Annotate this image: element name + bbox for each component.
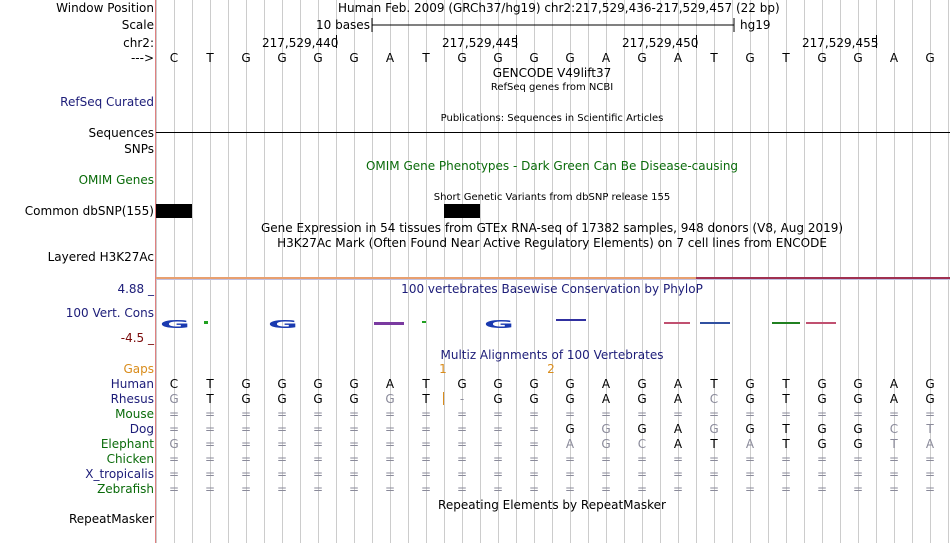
alignment-base: - [459, 392, 465, 406]
alignment-base: A [889, 377, 899, 391]
svg-text:G: G [484, 318, 514, 330]
alignment-base: = [384, 422, 396, 436]
alignment-base: = [240, 467, 252, 481]
alignment-base: = [168, 467, 180, 481]
alignment-base: G [241, 377, 251, 391]
alignment-base: C [169, 377, 179, 391]
base-letter: C [169, 51, 179, 65]
alignment-base: = [240, 437, 252, 451]
alignment-base: = [492, 437, 504, 451]
alignment-base: G [637, 422, 647, 436]
svg-text:G: G [160, 318, 190, 330]
alignment-base: G [493, 377, 503, 391]
alignment-base: = [312, 437, 324, 451]
tick-marks [0, 34, 950, 50]
alignment-base: = [276, 482, 288, 496]
base-letter: G [277, 51, 287, 65]
alignment-base: = [924, 407, 936, 421]
alignment-base: G [457, 377, 467, 391]
species-label-zebrafish[interactable]: Zebrafish [97, 482, 154, 496]
alignment-base: = [312, 482, 324, 496]
sequences-label[interactable]: Sequences [88, 126, 154, 140]
alignment-base: = [816, 407, 828, 421]
alignment-base: = [348, 422, 360, 436]
base-letter: G [241, 51, 251, 65]
h3k27ac-signal [156, 274, 950, 282]
alignment-base: G [169, 392, 179, 406]
alignment-base: G [565, 392, 575, 406]
alignment-base: G [853, 392, 863, 406]
alignment-base: G [601, 422, 611, 436]
species-label-human[interactable]: Human [110, 377, 154, 391]
window-position-value[interactable]: Human Feb. 2009 (GRCh37/hg19) chr2:217,529,436-217,529,457 (22 bp) [338, 1, 780, 15]
alignment-base: = [672, 452, 684, 466]
alignment-base: A [601, 377, 611, 391]
base-letter: G [745, 51, 755, 65]
alignment-base: = [276, 407, 288, 421]
alignment-base: T [206, 392, 214, 406]
alignment-base: = [564, 452, 576, 466]
alignment-base: = [600, 407, 612, 421]
alignment-base: G [817, 437, 827, 451]
alignment-base: = [276, 467, 288, 481]
scale-db: hg19 [740, 18, 771, 32]
alignment-base: = [384, 407, 396, 421]
alignment-base: T [422, 392, 430, 406]
alignment-base: = [456, 482, 468, 496]
alignment-base: = [168, 482, 180, 496]
base-letter: G [637, 51, 647, 65]
species-label-x_tropicalis[interactable]: X_tropicalis [85, 467, 154, 481]
alignment-base: = [852, 482, 864, 496]
alignment-base: = [672, 467, 684, 481]
alignment-base: = [420, 452, 432, 466]
alignment-base: = [924, 467, 936, 481]
alignment-base: = [888, 452, 900, 466]
alignment-base: = [240, 482, 252, 496]
alignment-base: = [240, 407, 252, 421]
alignment-base: = [420, 437, 432, 451]
alignment-base: = [924, 452, 936, 466]
alignment-base: T [206, 377, 214, 391]
alignment-base: G [385, 392, 395, 406]
alignment-base: T [782, 437, 790, 451]
alignment-base: C [709, 392, 719, 406]
svg-text:G: G [268, 318, 298, 330]
alignment-base: G [277, 392, 287, 406]
base-letter: T [782, 51, 790, 65]
alignment-base: G [925, 392, 935, 406]
base-letter: A [385, 51, 395, 65]
h3k27ac-title[interactable]: H3K27Ac Mark (Often Found Near Active Regulatory Elements) on 7 cell lines from ENCODE [277, 236, 827, 250]
alignment-base: C [889, 422, 899, 436]
alignment-base: = [492, 482, 504, 496]
base-letter: G [349, 51, 359, 65]
tick-label-4: 217,529,455 [802, 36, 879, 50]
alignment-base: G [313, 377, 323, 391]
alignment-base: = [348, 482, 360, 496]
alignment-base: A [601, 392, 611, 406]
species-label-mouse[interactable]: Mouse [115, 407, 154, 421]
alignment-base: = [240, 452, 252, 466]
alignment-base: A [673, 422, 683, 436]
alignment-base: = [852, 452, 864, 466]
alignment-base: T [782, 422, 790, 436]
alignment-base: = [168, 407, 180, 421]
snps-label[interactable]: SNPs [124, 142, 154, 156]
alignment-base: = [348, 452, 360, 466]
alignment-base: = [240, 422, 252, 436]
tick-label-3: 217,529,450 [622, 36, 699, 50]
alignment-base: = [312, 407, 324, 421]
alignment-base: G [169, 437, 179, 451]
alignment-base: = [816, 482, 828, 496]
alignment-base: G [529, 377, 539, 391]
base-letter: A [889, 51, 899, 65]
alignment-base: T [422, 377, 430, 391]
alignment-base: = [204, 482, 216, 496]
alignment-base: G [853, 437, 863, 451]
alignment-base: = [528, 482, 540, 496]
omim-title[interactable]: OMIM Gene Phenotypes - Dark Green Can Be Disease-causing [365, 159, 739, 173]
alignment-base: T [926, 422, 934, 436]
alignment-base: A [925, 437, 935, 451]
gap-insert-marker [443, 392, 444, 405]
alignment-base: G [709, 422, 719, 436]
alignment-base: = [888, 482, 900, 496]
alignment-base: = [852, 467, 864, 481]
alignment-base: G [925, 377, 935, 391]
alignment-base: = [636, 467, 648, 481]
publications-title[interactable]: Publications: Sequences in Scientific Articles [440, 113, 664, 124]
base-letter: T [206, 51, 214, 65]
alignment-base: G [853, 377, 863, 391]
alignment-base: = [276, 452, 288, 466]
alignment-base: = [384, 437, 396, 451]
alignment-base: T [710, 377, 718, 391]
alignment-base: = [708, 482, 720, 496]
alignment-base: = [780, 467, 792, 481]
alignment-base: = [348, 437, 360, 451]
alignment-base: = [528, 422, 540, 436]
alignment-base: = [456, 422, 468, 436]
alignment-base: = [672, 407, 684, 421]
alignment-base: = [204, 452, 216, 466]
alignment-base: = [600, 452, 612, 466]
alignment-base: = [420, 467, 432, 481]
alignment-base: = [528, 467, 540, 481]
alignment-base: = [492, 422, 504, 436]
alignment-base: = [204, 437, 216, 451]
tick-label-1: 217,529,440 [262, 36, 339, 50]
base-letter: G [565, 51, 575, 65]
alignment-base: = [456, 407, 468, 421]
alignment-base: A [673, 437, 683, 451]
alignment-base: = [312, 467, 324, 481]
alignment-base: G [637, 392, 647, 406]
alignment-base: = [708, 467, 720, 481]
base-letter: G [493, 51, 503, 65]
alignment-base: = [204, 422, 216, 436]
alignment-base: T [782, 392, 790, 406]
alignment-base: = [852, 407, 864, 421]
alignment-base: = [636, 482, 648, 496]
alignment-base: = [348, 407, 360, 421]
gap-mark-1: 1 [439, 362, 447, 376]
alignment-base: A [745, 437, 755, 451]
alignment-base: = [780, 452, 792, 466]
alignment-base: C [637, 437, 647, 451]
chrom-label: chr2: [123, 36, 154, 50]
cons-track-label[interactable]: 100 Vert. Cons [65, 306, 154, 320]
multiz-title[interactable]: Multiz Alignments of 100 Vertebrates [440, 348, 664, 362]
gap-mark-2: 2 [547, 362, 555, 376]
alignment-base: = [600, 467, 612, 481]
common-dbsnp-label[interactable]: Common dbSNP(155) [24, 204, 154, 218]
alignment-base: A [673, 392, 683, 406]
sequences-line [156, 132, 950, 133]
base-letter: G [925, 51, 935, 65]
alignment-base: A [889, 392, 899, 406]
alignment-base: = [384, 482, 396, 496]
alignment-base: = [924, 482, 936, 496]
scale-label: Scale [121, 18, 154, 32]
alignment-base: = [888, 407, 900, 421]
alignment-base: = [312, 422, 324, 436]
alignment-base: G [349, 392, 359, 406]
alignment-base: = [816, 452, 828, 466]
dbsnp-variant-block-1[interactable] [156, 204, 192, 218]
cons-min-label: -4.5 _ [120, 331, 154, 345]
base-letter: G [313, 51, 323, 65]
alignment-base: G [349, 377, 359, 391]
alignment-base: = [708, 452, 720, 466]
alignment-base: G [493, 392, 503, 406]
strand-arrow-label[interactable]: ---> [130, 51, 154, 65]
alignment-base: G [817, 422, 827, 436]
alignment-base: G [745, 422, 755, 436]
alignment-base: = [636, 407, 648, 421]
alignment-base: G [241, 392, 251, 406]
alignment-base: = [492, 467, 504, 481]
base-letter: G [457, 51, 467, 65]
alignment-base: T [890, 437, 898, 451]
alignment-base: = [888, 467, 900, 481]
alignment-base: = [384, 452, 396, 466]
omim-genes-label[interactable]: OMIM Genes [78, 173, 154, 187]
alignment-base: = [276, 437, 288, 451]
alignment-base: G [565, 422, 575, 436]
alignment-base: A [385, 377, 395, 391]
refseq-curated-label[interactable]: RefSeq Curated [60, 95, 154, 109]
alignment-base: = [420, 407, 432, 421]
alignment-base: G [745, 377, 755, 391]
alignment-base: = [600, 482, 612, 496]
alignment-base: = [528, 452, 540, 466]
tick-label-2: 217,529,445 [442, 36, 519, 50]
base-letter: T [422, 51, 430, 65]
alignment-base: = [204, 467, 216, 481]
alignment-base: = [780, 482, 792, 496]
alignment-base: = [564, 407, 576, 421]
alignment-base: T [782, 377, 790, 391]
gaps-label: Gaps [123, 362, 154, 376]
dbsnp-title[interactable]: Short Genetic Variants from dbSNP release 155 [433, 192, 671, 203]
species-label-elephant[interactable]: Elephant [100, 437, 154, 451]
alignment-base: = [744, 407, 756, 421]
alignment-base: = [384, 467, 396, 481]
base-letter: A [673, 51, 683, 65]
scale-bar [370, 17, 736, 33]
base-letter: T [710, 51, 718, 65]
alignment-base: = [168, 422, 180, 436]
alignment-base: G [313, 392, 323, 406]
base-letter: G [817, 51, 827, 65]
alignment-base: = [168, 452, 180, 466]
alignment-base: G [817, 377, 827, 391]
base-letter: A [601, 51, 611, 65]
repeatmasker-title[interactable]: Repeating Elements by RepeatMasker [438, 498, 666, 512]
alignment-base: = [528, 407, 540, 421]
alignment-base: = [348, 467, 360, 481]
alignment-base: A [673, 377, 683, 391]
base-letter: G [529, 51, 539, 65]
alignment-base: = [456, 452, 468, 466]
alignment-base: = [456, 437, 468, 451]
alignment-base: = [420, 422, 432, 436]
species-label-chicken[interactable]: Chicken [106, 452, 154, 466]
alignment-base: A [565, 437, 575, 451]
alignment-base: = [564, 467, 576, 481]
alignment-base: T [710, 437, 718, 451]
cons-max-label: 4.88 _ [117, 282, 154, 296]
alignment-base: = [276, 422, 288, 436]
alignment-base: = [708, 407, 720, 421]
alignment-base: = [420, 482, 432, 496]
alignment-base: = [528, 437, 540, 451]
dbsnp-variant-block-2[interactable] [444, 204, 480, 218]
cons-title[interactable]: 100 vertebrates Basewise Conservation by PhyloP [401, 282, 703, 296]
scale-value: 10 bases [316, 18, 370, 32]
layered-h3k27ac-label[interactable]: Layered H3K27Ac [47, 250, 154, 264]
alignment-base: = [636, 452, 648, 466]
alignment-base: G [853, 422, 863, 436]
species-label-dog[interactable]: Dog [129, 422, 154, 436]
alignment-base: G [565, 377, 575, 391]
alignment-base: = [204, 407, 216, 421]
alignment-base: = [672, 482, 684, 496]
alignment-base: G [529, 392, 539, 406]
track-label-divider [155, 0, 156, 543]
alignment-base: = [312, 452, 324, 466]
window-position-label: Window Position [56, 1, 154, 15]
alignment-base: G [637, 377, 647, 391]
gtex-title[interactable]: Gene Expression in 54 tissues from GTEx RNA-seq of 17382 samples, 948 donors (V8, Aug 2019) [260, 221, 844, 235]
species-label-rhesus[interactable]: Rhesus [110, 392, 154, 406]
alignment-base: = [492, 407, 504, 421]
alignment-base: = [744, 452, 756, 466]
gencode-title[interactable]: GENCODE V49lift37 [492, 66, 612, 80]
alignment-base: G [817, 392, 827, 406]
alignment-base: = [456, 467, 468, 481]
alignment-base: = [780, 407, 792, 421]
alignment-base: G [601, 437, 611, 451]
alignment-base: = [744, 482, 756, 496]
conservation-logo [156, 316, 950, 330]
alignment-base: = [744, 467, 756, 481]
base-letter: G [853, 51, 863, 65]
alignment-base: = [492, 452, 504, 466]
repeatmasker-label[interactable]: RepeatMasker [68, 512, 154, 526]
alignment-base: = [564, 482, 576, 496]
alignment-base: G [745, 392, 755, 406]
refseq-subtitle: RefSeq genes from NCBI [490, 82, 614, 93]
alignment-base: = [816, 467, 828, 481]
alignment-base: G [277, 377, 287, 391]
